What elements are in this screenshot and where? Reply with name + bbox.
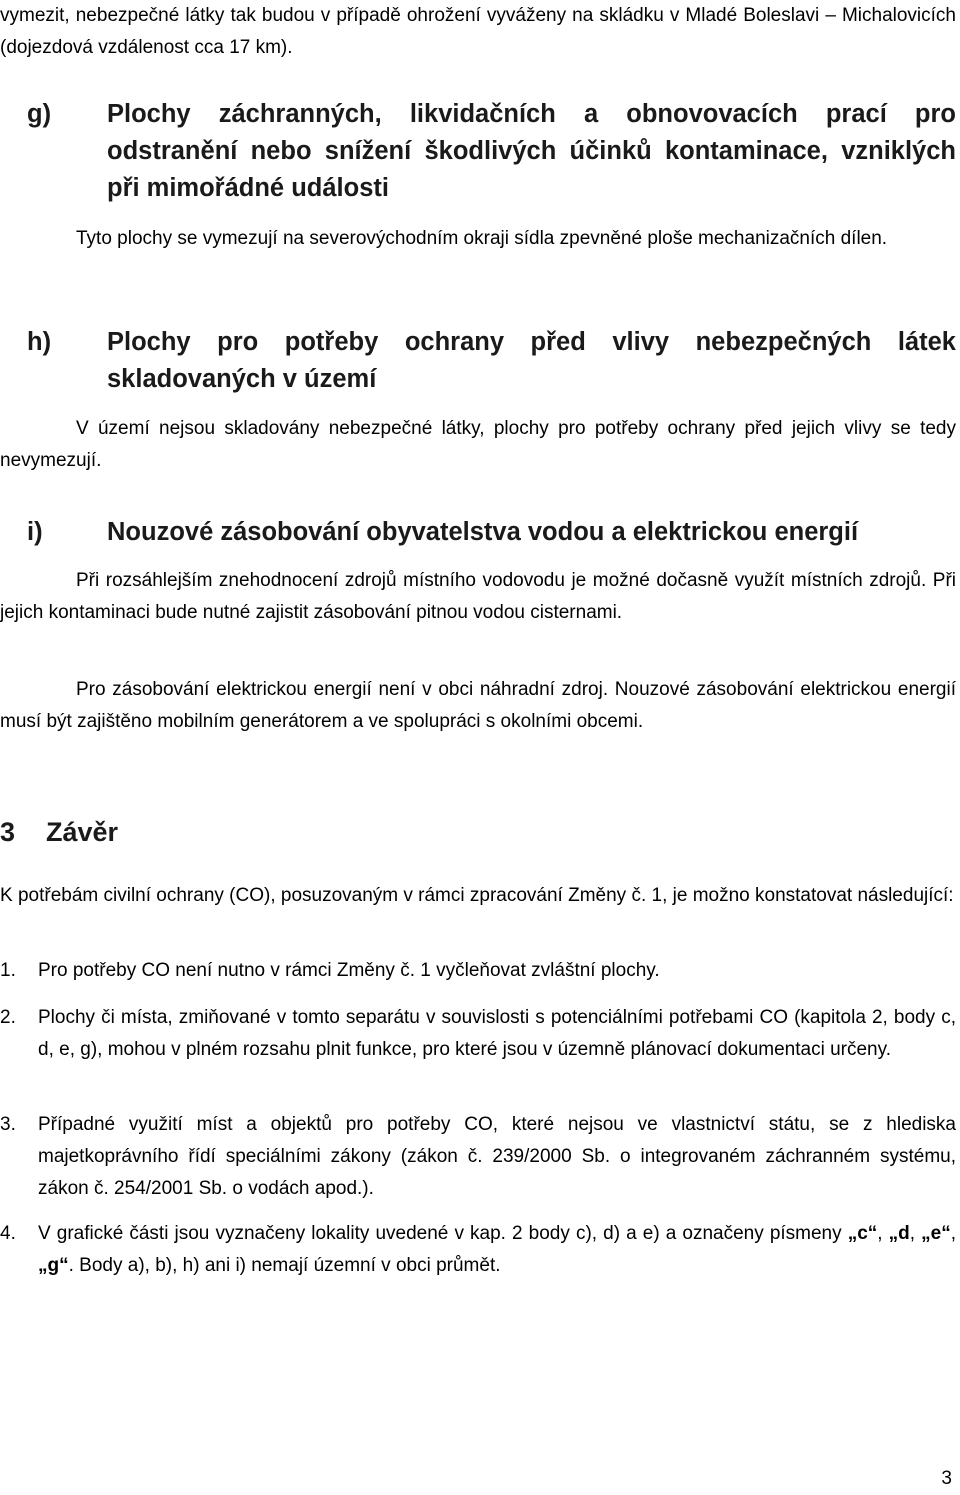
letter-g: „g“ [38, 1255, 69, 1276]
section-3-heading [0, 812, 118, 852]
list-item-text: Plochy či místa, zmiňované v tomto separátu v souvislosti s potenciálními potřebami CO (kapitola 2, body c, d, e, g), mohou v plném rozsahu plnit funkce, pro které jsou v územně plánovací dokumentaci určeny. [38, 1007, 956, 1060]
list-item-number: 2. [0, 1007, 16, 1028]
conclusion-list [0, 955, 956, 987]
section-i-paragraph-2: Pro zásobování elektrickou energií není v obci náhradní zdroj. Nouzové zásobování elektrickou energií musí být zajištěno mobilním generátorem a ve spolupráci s okolními obcemi. [0, 679, 956, 732]
section-i-label: i) [27, 518, 43, 546]
conclusion-list [0, 1002, 956, 1066]
section-g-heading [27, 96, 956, 207]
list-item [0, 1218, 956, 1282]
conclusion-list [0, 1218, 956, 1282]
section-3-number: 3 [0, 817, 16, 847]
section-g-label: g) [27, 100, 52, 128]
list-item [0, 1002, 956, 1066]
section-i-heading [27, 514, 956, 551]
section-3-intro: K potřebám civilní ochrany (CO), posuzovaným v rámci zpracování Změny č. 1, je možno konstatovat následující: [0, 885, 954, 906]
item-4-text-a: V grafické části jsou vyznačeny lokality uvedené v kap. 2 body c), d) a e) a označeny písmeny [38, 1223, 848, 1244]
separator: , [950, 1223, 957, 1244]
section-i-paragraph-1: Při rozsáhlejším znehodnocení zdrojů místního vodovodu je možné dočasně využít místních zdrojů. Při jejich kontaminaci bude nutné zajistit zásobování pitnou vodou cisternami. [0, 570, 956, 623]
list-item-number: 1. [0, 960, 16, 981]
separator: , [909, 1223, 922, 1244]
section-h-title: Plochy pro potřeby ochrany před vlivy nebezpečných látek skladovaných v území [107, 328, 956, 393]
letter-c: „c“ [847, 1223, 878, 1244]
section-i-title: Nouzové zásobování obyvatelstva vodou a elektrickou energií [107, 518, 859, 546]
list-item [0, 1109, 956, 1205]
separator: , [877, 1223, 889, 1244]
page-number: 3 [941, 1468, 952, 1489]
list-item [0, 955, 956, 987]
list-item-number: 4. [0, 1223, 16, 1244]
conclusion-list [0, 1109, 956, 1205]
section-h-heading [27, 324, 956, 398]
item-4-text-b: . Body a), b), h) ani i) nemají územní v obci průmět. [68, 1255, 501, 1276]
section-3-title: Závěr [46, 817, 119, 847]
section-g-title: Plochy záchranných, likvidačních a obnovovacích prací pro odstranění nebo snížení škodlivých účinků kontaminace, vzniklých při mimořádné události [107, 100, 956, 202]
list-item-text: Případné využití míst a objektů pro potřeby CO, které nejsou ve vlastnictví státu, se z hlediska majetkoprávního řídí speciálními zákony (zákon č. 239/2000 Sb. o integrovaném záchranném systému, zákon č. 254/2001 Sb. o vodách apod.). [38, 1114, 956, 1199]
list-item-text [38, 1218, 956, 1282]
letter-d: „d [888, 1223, 910, 1244]
intro-paragraph: vymezit, nebezpečné látky tak budou v případě ohrožení vyváženy na skládku v Mladé Boleslavi – Michalovicích (dojezdová vzdálenost cca 17 km). [0, 5, 956, 58]
letter-e: „e“ [921, 1223, 951, 1244]
list-item-number: 3. [0, 1114, 16, 1135]
section-g-paragraph: Tyto plochy se vymezují na severovýchodním okraji sídla zpevněné ploše mechanizačních dílen. [76, 228, 888, 249]
section-h-label: h) [27, 328, 52, 356]
list-item-text: Pro potřeby CO není nutno v rámci Změny č. 1 vyčleňovat zvláštní plochy. [38, 960, 660, 981]
section-h-paragraph: V území nejsou skladovány nebezpečné látky, plochy pro potřeby ochrany před jejich vlivy se tedy nevymezují. [0, 418, 956, 471]
